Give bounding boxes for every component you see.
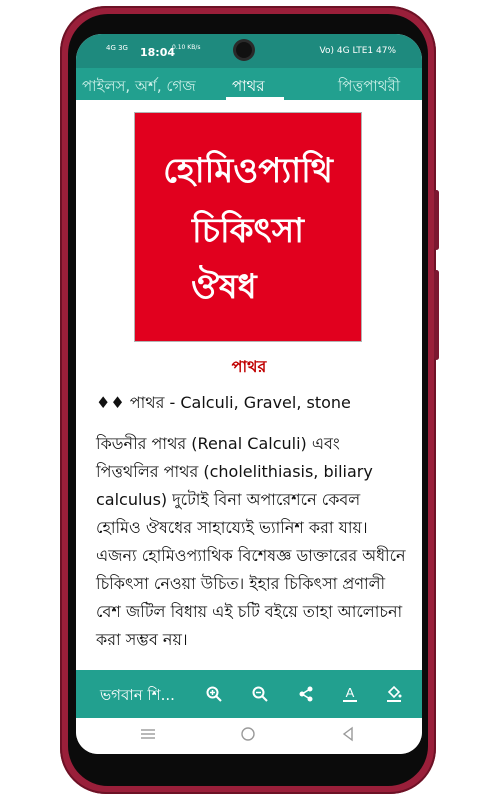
tab-stone[interactable]: পাথর bbox=[232, 77, 265, 95]
share-icon[interactable] bbox=[294, 682, 318, 706]
system-navigation-bar bbox=[76, 718, 422, 754]
network-speed: 0.10 KB/s bbox=[172, 44, 201, 51]
clock: 18:04 bbox=[140, 46, 176, 59]
tab-piles[interactable]: পাইলস, অর্শ, গেজ bbox=[82, 77, 196, 95]
tab-bar bbox=[76, 68, 422, 100]
banner-line-3: ঔষধ bbox=[191, 267, 257, 307]
back-icon[interactable] bbox=[340, 726, 356, 746]
zoom-out-icon[interactable] bbox=[248, 682, 272, 706]
font-size-icon[interactable] bbox=[338, 682, 362, 706]
signal-indicator: 4G 3G bbox=[106, 44, 128, 52]
fill-color-icon[interactable] bbox=[382, 682, 406, 706]
menu-icon[interactable] bbox=[140, 726, 156, 745]
article-heading: পাথর bbox=[231, 357, 267, 376]
front-camera bbox=[236, 42, 252, 58]
power-button bbox=[434, 190, 439, 250]
article-content[interactable] bbox=[76, 100, 422, 670]
banner-image bbox=[134, 112, 362, 342]
article-paragraph: কিডনীর পাথর (Renal Calculi) এবং পিত্তথলির পাথর (cholelithiasis, biliary calculus) দুটোই বিনা অপারেশনে কেবল হোমিও ঔষধের সাহায্যেই ভ্যানিশ করা যায়। এজন্য হোমিওপ্যাথিক বিশেষজ্ঞ ডাক্তারের অধীনে চিকিৎসা নেওয়া উচিত। ইহার চিকিৎসা প্রণালী বেশ জটিল বিধায় এই চটি বইয়ে তাহা আলোচনা করা সম্ভব নয়। bbox=[96, 434, 406, 649]
tab-gallstone[interactable]: পিত্তপাথরী bbox=[338, 77, 400, 95]
home-icon[interactable] bbox=[240, 726, 256, 746]
svg-text:A: A bbox=[345, 685, 355, 700]
volume-button bbox=[434, 270, 439, 360]
banner-line-1: হোমিওপ্যাথি bbox=[163, 151, 333, 191]
bottom-toolbar bbox=[76, 670, 422, 718]
screen bbox=[76, 34, 422, 754]
article-subtitle: ♦♦ পাথর - Calculi, Gravel, stone bbox=[96, 393, 351, 412]
banner-line-2: চিকিৎসা bbox=[191, 211, 305, 251]
zoom-in-icon[interactable] bbox=[202, 682, 226, 706]
book-title[interactable]: ভগবান শি... bbox=[100, 686, 175, 704]
battery-status: Vo) 4G LTE1 47% bbox=[319, 46, 396, 56]
status-bar bbox=[76, 34, 422, 68]
